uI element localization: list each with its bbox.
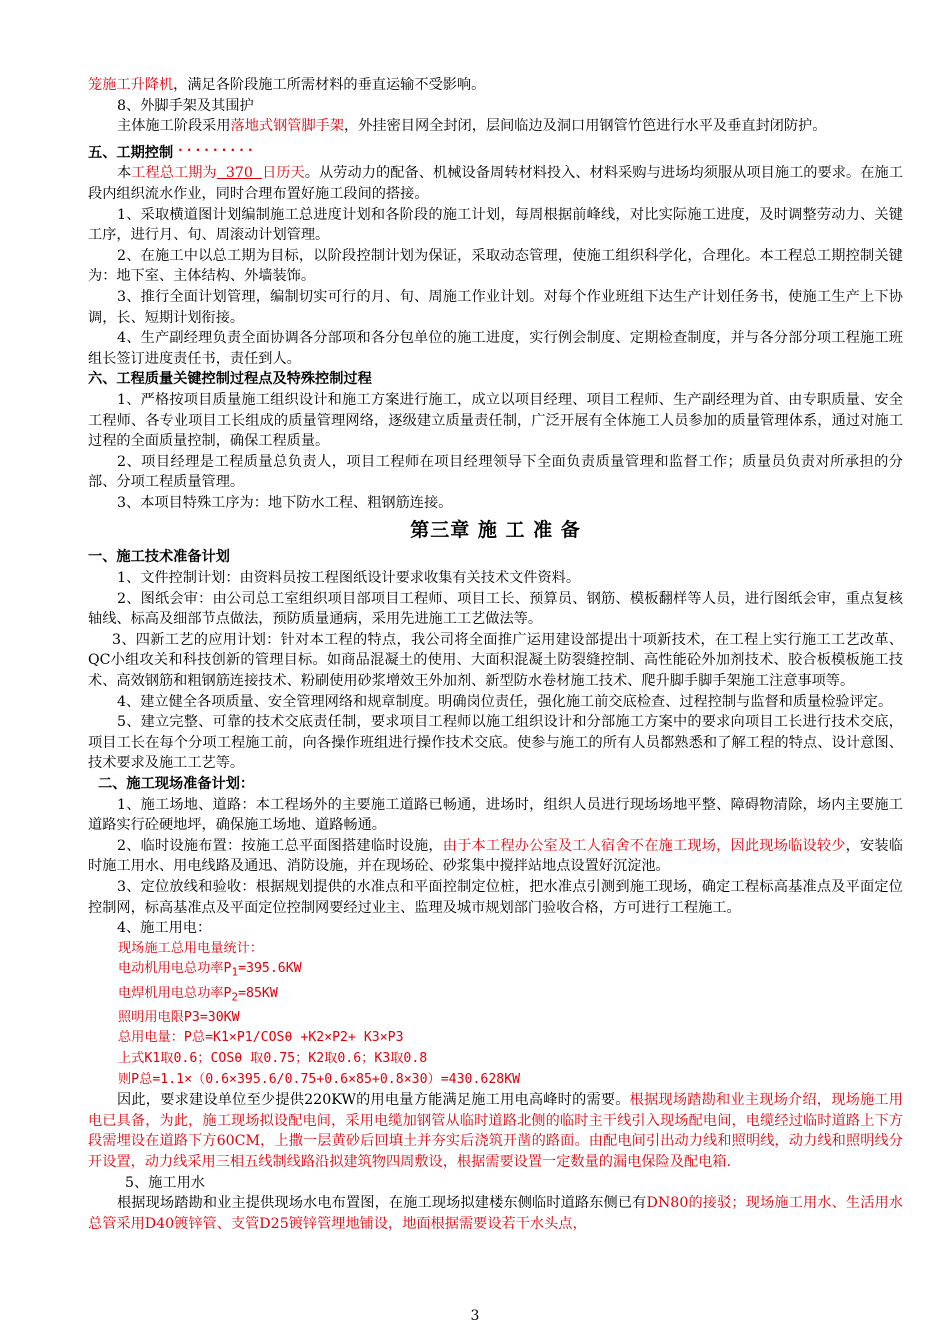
heading-quality-control: 六、工程质量关键控制过程点及特殊控制过程 — [88, 371, 372, 388]
calc-line: 上式K1取0.6；COSθ 取0.75；K2取0.6；K3取0.8 — [118, 1051, 428, 1066]
para-hoist — [88, 75, 903, 96]
red-text: 根据现场踏勘和业主现场介绍，现场施工用电已具备，为此，施工现场拟设配电间，采用电缆加钢管从临时道路北侧的临时主干线引入现场配电间，电缆经过临时道路上下方段需埋设在道路下方60CM，上撒一层黄砂后回填土并夯实后浇筑开凿的路面。由配电间引出动力线和照明线，动力线和照明线分开设置，动力线采用三相五线制线路沿拟建筑物四周敷设，根据需要设置一定数量的漏电保险及配电箱. — [88, 1092, 903, 1170]
text: 根据现场踏勘和业主提供现场水电布置图，在施工现场拟建楼东侧临时道路东侧已有 — [117, 1195, 647, 1212]
calc-line: 则P总=1.1×（0.6×395.6/0.75+0.6×85+0.8×30）=430.628KW — [118, 1071, 521, 1087]
text: 2、临时设施布置：按施工总平面图搭建临时设施， — [117, 837, 443, 854]
red-text: 落地式钢管脚手架 — [230, 118, 345, 135]
para-quality-1: 1、严格按项目质量施工组织设计和施工方案进行施工，成立以项目经理、项目工程师、生产副经理为首、由专职质量、安全工程师、各专业项目工长组成的质量管理网络，逐级建立质量责任制，广泛开展有全体施工人员参加的质量管理体系，通过对施工过程的全面质量控制，确保工程质量。 — [88, 391, 903, 450]
red-text: 日历天 — [262, 165, 305, 182]
power-calculation — [88, 939, 903, 1090]
emphasis-dots: . . . . . . . . . — [178, 139, 253, 154]
para-schedule-2: 2、在施工中以总工期为目标，以阶段控制计划为保证，采取动态管理，使施工组织科学化，合理化。本工程总工期控制关键为：地下室、主体结构、外墙装饰。 — [88, 247, 903, 285]
text: =395.6KW — [238, 961, 302, 977]
para-quality-3: 3、本项目特殊工序为：地下防水工程、粗钢筋连接。 — [117, 494, 453, 511]
document-page — [88, 75, 903, 1234]
text: 。从劳动力的配备、机械设备周转材料投入、材料采购与进场均须服从项目施工的要求。在施工段内组织流水作业，同时合理布置好施工段间的搭接。 — [88, 165, 903, 202]
item-scaffold-title: 8、外脚手架及其围护 — [117, 97, 254, 114]
red-text: 由于本工程办公室及工人宿舍不在施工现场，因此现场临设较少 — [442, 837, 846, 854]
chapter-title: 第三章 施 工 准 备 — [410, 519, 581, 542]
text: ，满足各阶段施工所需材料的垂直运输不受影响。 — [173, 77, 486, 93]
para-tech-4: 4、建立健全各项质量、安全管理网络和规章制度。明确岗位责任，强化施工前交底检查、过程控制与监督和质量检验评定。 — [117, 693, 893, 710]
red-text: DN80的接驳；现场施工用水、生活用水总管采用D40镀锌管、支管D25镀锌管埋地铺设，地面根据需要设若干水头点， — [88, 1195, 903, 1232]
text: 主体施工阶段采用 — [117, 118, 231, 135]
calc-line: 现场施工总用电量统计： — [118, 940, 264, 956]
text: ，外挂密目网全封闭，层间临边及洞口用钢管竹笆进行水平及垂直封闭防护。 — [344, 118, 827, 135]
text: 因此，要求建设单位至少提供220KW的用电量方能满足施工用电高峰时的需要。 — [117, 1092, 630, 1109]
para-tech-5: 5、建立完整、可靠的技术交底责任制，要求项目工程师以施工组织设计和分部施工方案中的要求向项目工长进行技术交底，项目工长在每个分项工程施工前，向各操作班组进行操作技术交底。使参与施工的所有人员都熟悉和了解工程的特点、设计意图、技术要求及施工工艺等。 — [88, 714, 903, 772]
heading-schedule-control — [88, 137, 903, 164]
para-site-1: 1、施工场地、道路：本工程场外的主要施工道路已畅通，进场时，组织人员进行现场场地平整、障碍物清除，场内主要施工道路实行砼硬地坪，确保施工场地、道路畅通。 — [88, 796, 903, 834]
text: 电动机用电总功率P — [118, 961, 232, 977]
page-number: 3 — [470, 1308, 480, 1324]
para-site-3: 3、定位放线和验收：根据规划提供的水准点和平面控制定位桩，把水准点引测到施工现场，确定工程标高基准点及平面定位控制网，标高基准点及平面定位控制网要经过业主、监理及城市规划部门验收合格，方可进行工程施工。 — [88, 878, 903, 916]
text: =85KW — [238, 985, 278, 1001]
calc-line: 总用电量：P总=K1×P1/COSθ +K2×P2+ K3×P3 — [118, 1030, 404, 1046]
calc-line — [88, 959, 903, 983]
duration-value: 370 — [216, 165, 263, 182]
calc-line — [88, 984, 903, 1008]
para-schedule-1: 1、采取横道图计划编制施工总进度计划和各阶段的施工计划，每周根据前峰线，对比实际施工进度，及时调整劳动力、关键工序，进行月、旬、周滚动计划管理。 — [88, 206, 903, 244]
text: ，安装临时施工用水、用电线路及通迅、消防设施，并在现场砼、砂浆集中搅拌站地点设置好沉淀池。 — [88, 837, 903, 875]
heading-tech-prep: 一、施工技术准备计划 — [88, 549, 230, 566]
heading-site-prep: 二、施工现场准备计划： — [98, 776, 255, 792]
text: 电焊机用电总功率P — [118, 985, 232, 1001]
para-schedule-4: 4、生产副经理负责全面协调各分部项和各分包单位的施工进度，实行例会制度、定期检查制度，并与各分部分项工程施工班组长签订进度责任书，责任到人。 — [88, 330, 903, 367]
subscript: 1 — [231, 965, 239, 979]
para-total-duration — [88, 163, 903, 204]
para-water — [88, 1193, 903, 1234]
para-quality-2: 2、项目经理是工程质量总负责人，项目工程师在项目经理领导下全面负责质量管理和监督工作；质量员负责对所承担的分部、分项工程质量管理。 — [88, 453, 903, 491]
red-text: 笼施工升降机 — [88, 77, 174, 93]
red-text: 工程总工期为 — [131, 165, 217, 182]
para-tech-1: 1、文件控制计划：由资料员按工程图纸设计要求收集有关技术文件资料。 — [117, 570, 581, 587]
para-site-4-title: 4、施工用电： — [117, 920, 212, 937]
subscript: 2 — [231, 990, 239, 1004]
para-tech-2: 2、图纸会审：由公司总工室组织项目部项目工程师、项目工长、预算员、钢筋、模板翻样等人员，进行图纸会审，重点复核轴线、标高及细部节点做法，预防质量通病，采用先进施工工艺做法等。 — [88, 590, 903, 628]
heading-text: 五、工期控制 — [88, 144, 174, 161]
calc-line: 照明用电限P3=30KW — [118, 1009, 240, 1025]
para-tech-3: 3、四新工艺的应用计划：针对本工程的特点，我公司将全面推广运用建设部提出十项新技术，在工程上实行施工工艺改革、QC小组攻关和科技创新的管理目标。如商品混凝土的使用、大面积混凝土防裂缝控制、高性能砼外加剂技术、胶合板模板施工技术、高效钢筋和粗钢筋连接技术、粉刷使用砂浆增效王外加剂、新型防水卷材施工技术、爬升脚手脚手架施工注意事项等。 — [88, 631, 903, 690]
item-water-title: 5、施工用水 — [125, 1174, 205, 1191]
text: 本 — [117, 165, 132, 182]
para-power-supply — [88, 1090, 903, 1172]
para-schedule-3: 3、推行全面计划管理，编制切实可行的月、旬、周施工作业计划。对每个作业班组下达生产计划任务书，使施工生产上下协调，长、短期计划衔接。 — [88, 288, 903, 326]
para-scaffold — [88, 116, 903, 137]
para-site-2 — [88, 836, 903, 877]
